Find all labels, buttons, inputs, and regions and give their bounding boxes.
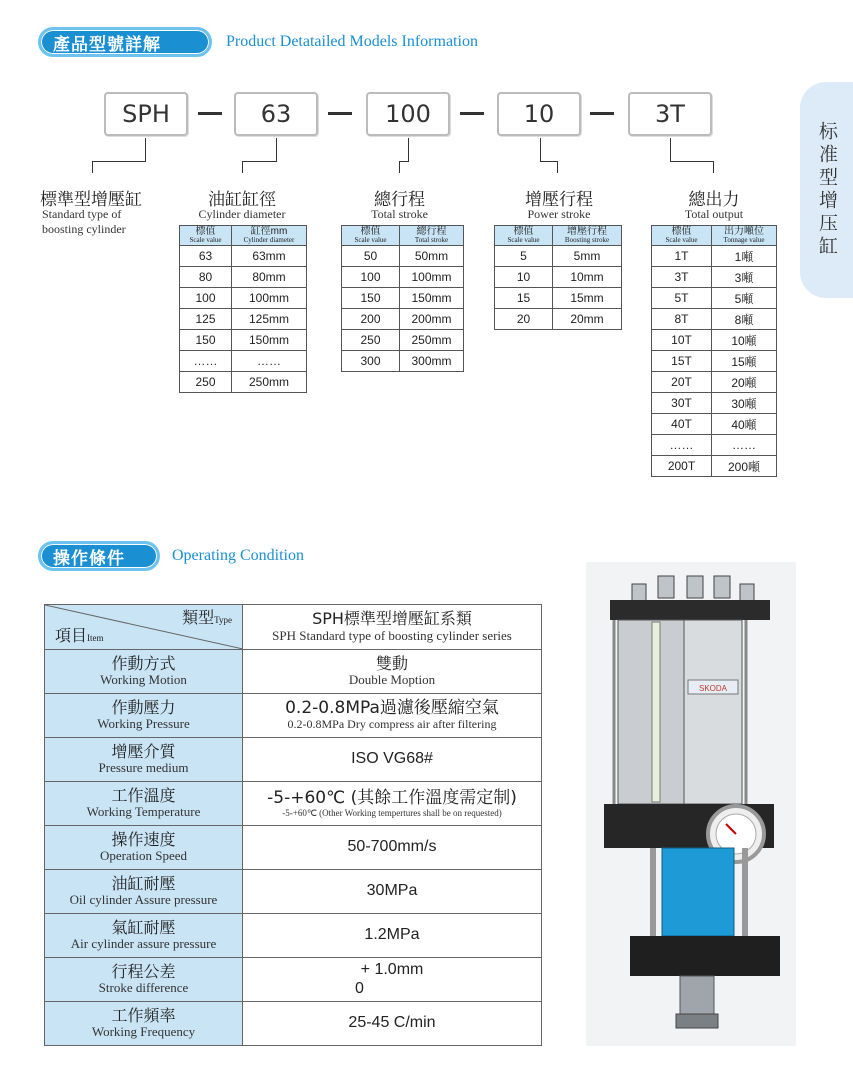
connector <box>408 138 409 162</box>
table-row <box>45 782 542 826</box>
table-header-cell: 標值 Scale value <box>495 226 553 246</box>
table-row <box>342 330 464 351</box>
table-row <box>652 309 777 330</box>
table-cell: 200mm <box>400 309 464 330</box>
table-row <box>180 267 307 288</box>
table-cell: 100 <box>342 267 400 288</box>
table-cell: + 1.0mm 0 <box>243 958 542 1002</box>
table-cell: 15 <box>495 288 553 309</box>
table-cell: 30T <box>652 393 712 414</box>
table-cell: 50-700mm/s <box>243 826 542 870</box>
table-cell: 200T <box>652 456 712 477</box>
connector <box>242 161 277 162</box>
connector <box>670 138 671 162</box>
table-row <box>45 650 542 694</box>
table-row <box>180 246 307 267</box>
table-cell: 300 <box>342 351 400 372</box>
table-cell: 油缸耐壓 Oil cylinder Assure pressure <box>45 870 243 914</box>
code-dash <box>460 112 484 115</box>
col-title-diameter: 油缸缸徑 <box>208 190 276 210</box>
col-title-type: 標準型增壓缸 <box>40 190 142 210</box>
side-category-tab[interactable] <box>800 82 853 298</box>
connector <box>242 161 243 173</box>
table-cell: 15T <box>652 351 712 372</box>
table-row <box>45 694 542 738</box>
table-row <box>495 288 622 309</box>
section-title-models <box>38 27 212 57</box>
table-cell: 150mm <box>400 288 464 309</box>
connector <box>399 161 400 173</box>
connector <box>145 138 146 162</box>
table-cell: 20mm <box>553 309 622 330</box>
table-cell: 5mm <box>553 246 622 267</box>
table-cell: 100mm <box>400 267 464 288</box>
table-row <box>45 826 542 870</box>
table-cell: 80 <box>180 267 232 288</box>
table-cell: 增壓介質 Pressure medium <box>45 738 243 782</box>
table-cell: 50 <box>342 246 400 267</box>
col-sub-type-2: boosting cylinder <box>42 222 126 236</box>
table-cell: 氣缸耐壓 Air cylinder assure pressure <box>45 914 243 958</box>
table-cell: 作動方式 Working Motion <box>45 650 243 694</box>
table-cell: 1T <box>652 246 712 267</box>
operating-condition-table <box>44 604 542 1046</box>
table-cell: 8T <box>652 309 712 330</box>
booster-cylinder-illustration <box>586 562 796 1046</box>
table-cell: 63mm <box>232 246 307 267</box>
col-sub-power: Power stroke <box>527 207 591 221</box>
table-cell: 10mm <box>553 267 622 288</box>
table-cell: 工作溫度 Working Temperature <box>45 782 243 826</box>
table-row <box>342 267 464 288</box>
table-cell: 150mm <box>232 330 307 351</box>
table-header-cell: 標值 Scale value <box>180 226 232 246</box>
table-cell: 3噸 <box>712 267 777 288</box>
connector <box>276 138 277 162</box>
table-cell: 20 <box>495 309 553 330</box>
table-cell: 200 <box>342 309 400 330</box>
table-cell: 工作頻率 Working Frequency <box>45 1002 243 1046</box>
table-row <box>180 288 307 309</box>
table-cell: 5 <box>495 246 553 267</box>
table-diameter <box>179 225 307 393</box>
oc-header-corner <box>45 605 243 650</box>
table-row <box>652 351 777 372</box>
table-cell: 150 <box>180 330 232 351</box>
table-cell: -5-+60℃ (其餘工作溫度需定制) -5-+60℃ (Other Working tempertures shall be on requested) <box>243 782 542 826</box>
table-cell: 5噸 <box>712 288 777 309</box>
table-cell: 雙動 Double Moption <box>243 650 542 694</box>
table-cell: 5T <box>652 288 712 309</box>
table-row <box>180 372 307 393</box>
col-sub-type-1: Standard type of <box>42 207 122 221</box>
table-cell: 10T <box>652 330 712 351</box>
table-cell: 10 <box>495 267 553 288</box>
connector <box>399 161 409 162</box>
table-cell: 作動壓力 Working Pressure <box>45 694 243 738</box>
table-cell: 20噸 <box>712 372 777 393</box>
table-row <box>652 456 777 477</box>
table-cell: 50mm <box>400 246 464 267</box>
table-row <box>342 309 464 330</box>
oc-header-value: SPH標準型增壓缸系類 SPH Standard type of boosting cylinder series <box>243 605 542 650</box>
code-box-output: 3T <box>628 92 712 136</box>
table-cell: 125mm <box>232 309 307 330</box>
table-cell: 行程公差 Stroke difference <box>45 958 243 1002</box>
table-row <box>180 309 307 330</box>
table-cell: ISO VG68# <box>243 738 542 782</box>
table-row <box>652 414 777 435</box>
table-cell: 40噸 <box>712 414 777 435</box>
connector <box>92 161 93 173</box>
table-cell: 250mm <box>400 330 464 351</box>
table-row <box>45 1002 542 1046</box>
table-cell: …… <box>712 435 777 456</box>
table-cell: 80mm <box>232 267 307 288</box>
table-cell: 1噸 <box>712 246 777 267</box>
table-row <box>45 914 542 958</box>
connector <box>557 161 558 173</box>
table-row <box>652 267 777 288</box>
code-dash <box>198 112 222 115</box>
table-cell: 100 <box>180 288 232 309</box>
table-cell: 200噸 <box>712 456 777 477</box>
table-cell: 250 <box>342 330 400 351</box>
table-stroke <box>341 225 464 372</box>
code-dash <box>590 112 614 115</box>
table-cell: 250 <box>180 372 232 393</box>
table-cell: 150 <box>342 288 400 309</box>
table-row <box>180 330 307 351</box>
connector <box>713 161 714 173</box>
table-cell: 0.2-0.8MPa過濾後壓縮空氣 0.2-0.8MPa Dry compress air after filtering <box>243 694 542 738</box>
table-cell: 20T <box>652 372 712 393</box>
col-title-output: 總出力 <box>688 190 740 210</box>
section-subtitle-models: Product Detatailed Models Information <box>226 33 478 50</box>
table-row <box>45 605 542 650</box>
table-row <box>180 351 307 372</box>
table-output <box>651 225 777 477</box>
side-category-label: 标准型增压缸 <box>816 121 838 259</box>
col-title-stroke: 總行程 <box>374 190 425 210</box>
connector <box>670 161 714 162</box>
code-box-diameter: 63 <box>234 92 318 136</box>
table-power <box>494 225 622 330</box>
table-row <box>495 267 622 288</box>
table-cell: …… <box>180 351 232 372</box>
table-header-cell: 缸徑mm Cylinder diameter <box>232 226 307 246</box>
table-header-cell: 出力噸位 Tonnage value <box>712 226 777 246</box>
table-cell: 15mm <box>553 288 622 309</box>
connector <box>540 138 541 162</box>
col-sub-output: Total output <box>684 207 744 221</box>
oc-head-type: 類型Type <box>182 608 232 627</box>
col-title-power: 增壓行程 <box>525 190 593 210</box>
table-cell: 8噸 <box>712 309 777 330</box>
table-row <box>652 435 777 456</box>
table-row <box>495 309 622 330</box>
table-cell: …… <box>652 435 712 456</box>
table-row <box>45 958 542 1002</box>
table-row <box>342 351 464 372</box>
connector <box>540 161 558 162</box>
section-title-models-text: 產品型號詳解 <box>53 34 161 55</box>
table-cell: 125 <box>180 309 232 330</box>
table-header-cell: 增壓行程 Boosting stroke <box>553 226 622 246</box>
oc-head-item: 項目Item <box>55 625 104 645</box>
code-box-series: SPH <box>104 92 188 136</box>
table-row <box>45 738 542 782</box>
table-row <box>652 246 777 267</box>
code-box-power: 10 <box>497 92 581 136</box>
section-subtitle-operating: Operating Condition <box>172 547 304 564</box>
table-row <box>652 393 777 414</box>
table-cell: 300mm <box>400 351 464 372</box>
table-cell: 40T <box>652 414 712 435</box>
table-cell: 100mm <box>232 288 307 309</box>
table-header-cell: 總行程 Total stroke <box>400 226 464 246</box>
product-photo <box>586 562 796 1046</box>
table-row <box>45 870 542 914</box>
table-row <box>342 288 464 309</box>
table-row <box>652 330 777 351</box>
section-title-operating <box>38 541 160 571</box>
brand-label: SKODA <box>698 684 728 693</box>
table-header-cell: 標值 Scale value <box>342 226 400 246</box>
table-cell: 3T <box>652 267 712 288</box>
table-cell: 15噸 <box>712 351 777 372</box>
table-header-cell: 標值 Scale value <box>652 226 712 246</box>
table-cell: 30噸 <box>712 393 777 414</box>
table-row <box>342 246 464 267</box>
table-cell: 25-45 C/min <box>243 1002 542 1046</box>
table-row <box>652 288 777 309</box>
code-box-stroke: 100 <box>366 92 450 136</box>
connector <box>92 161 146 162</box>
table-cell: 10噸 <box>712 330 777 351</box>
table-row <box>652 372 777 393</box>
table-row <box>495 246 622 267</box>
col-sub-stroke: Total stroke <box>371 207 428 221</box>
code-dash <box>328 112 352 115</box>
table-cell: 63 <box>180 246 232 267</box>
table-cell: 30MPa <box>243 870 542 914</box>
table-cell: 1.2MPa <box>243 914 542 958</box>
table-cell: 操作速度 Operation Speed <box>45 826 243 870</box>
table-cell: …… <box>232 351 307 372</box>
col-sub-diameter: Cylinder diameter <box>198 207 286 221</box>
table-cell: 250mm <box>232 372 307 393</box>
section-title-operating-text: 操作條件 <box>53 548 125 569</box>
